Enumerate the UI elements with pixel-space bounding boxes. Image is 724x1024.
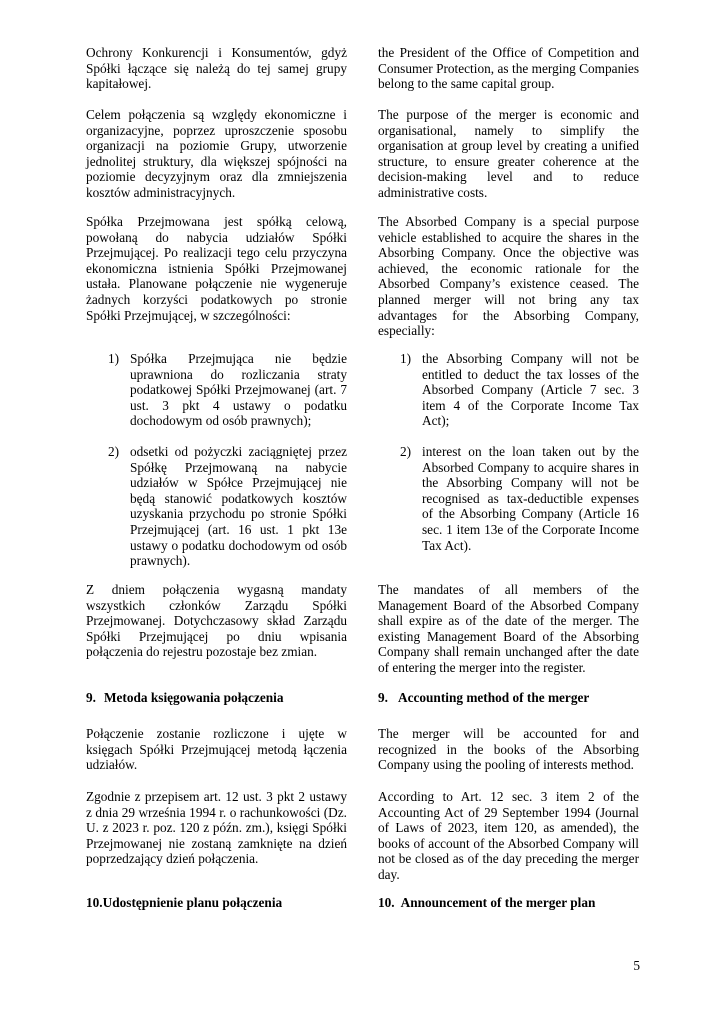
english-column — [378, 726, 639, 773]
section-title: Accounting method of the merger — [397, 690, 590, 705]
section-number: 10. — [86, 895, 103, 910]
english-column — [378, 214, 639, 339]
section-number: 10. — [378, 895, 395, 910]
paragraph-row — [86, 789, 639, 883]
polish-column — [86, 582, 347, 676]
list-item — [400, 351, 639, 429]
polish-paragraph: Ochrony Konkurencji i Konsumentów, gdyż Spółki łączące się należą do tej samej grupy kapitałowej. — [86, 45, 347, 92]
section-title: Udostępnienie planu połączenia — [102, 895, 283, 910]
list-item — [108, 444, 347, 569]
paragraph-row — [86, 107, 639, 201]
paragraph-row — [86, 582, 639, 676]
list-item-row — [86, 351, 639, 429]
english-list-text: interest on the loan taken out by the Absorbed Company to acquire shares in the Absorbing Company will not be recognised as tax-deductible expenses of the Absorbing Company (Article 16 sec. 1 item 13e of the Corporate Income Tax Act). — [422, 444, 639, 553]
english-column — [378, 582, 639, 676]
list-item-row — [86, 444, 639, 569]
polish-paragraph: Spółka Przejmowana jest spółką celową, powołaną do nabycia udziałów Spółki Przejmującej. Po realizacji tego celu przyczyna ekonomiczna istnienia Spółki Przejmowanej ustała. Planowane połączenie nie wygeneruje żadnych korzyści podatkowych po stronie Spółki Przejmującej, w szczególności: — [86, 214, 347, 323]
english-column — [378, 690, 639, 706]
polish-column — [86, 107, 347, 201]
english-paragraph: The Absorbed Company is a special purpose vehicle established to acquire the shares in the Absorbing Company. Once the objective was achieved, the economic rationale for the Absorbed Company’s existence ceased. The planned merger will not bring any tax advantages for the Absorbing Company, especially: — [378, 214, 639, 339]
list-number: 1) — [400, 351, 412, 366]
list-number: 2) — [108, 444, 120, 459]
polish-column — [86, 789, 347, 883]
english-paragraph: The merger will be accounted for and recognized in the books of the Absorbing Company using the pooling of interests method. — [378, 726, 639, 773]
english-column — [378, 107, 639, 201]
polish-paragraph: Celem połączenia są względy ekonomiczne i organizacyjne, poprzez uproszczenie sposobu organizacji na poziomie Grupy, utworzenie jednolitej struktury, dla większej spójności na poziomie decyzyjnym oraz dla zmniejszenia kosztów administracyjnych. — [86, 107, 347, 200]
english-column — [378, 444, 639, 569]
english-column — [378, 895, 639, 911]
section-title: Metoda księgowania połączenia — [103, 690, 284, 705]
polish-list-text: odsetki od pożyczki zaciągniętej przez Spółkę Przejmowaną na nabycie udziałów w Spółce Przejmującej nie będą stanowić podatkowych kosztów uzyskania przychodu po stronie Spółki Przejmującej (art. 16 ust. 1 pkt 13e ustawy o podatku dochodowym od osób prawnych). — [130, 444, 347, 569]
paragraph-row — [86, 214, 639, 339]
section-heading — [378, 895, 639, 911]
english-column — [378, 351, 639, 429]
english-column — [378, 789, 639, 883]
polish-list-text: Spółka Przejmująca nie będzie uprawniona do rozliczania straty podatkowej Spółki Przejmowanej (art. 7 ust. 3 pkt 4 ustawy o podatku dochodowym od osób prawnych); — [130, 351, 347, 429]
section-number: 9. — [86, 690, 96, 705]
paragraph-row — [86, 726, 639, 773]
english-paragraph: the President of the Office of Competition and Consumer Protection, as the merging Companies belong to the same capital group. — [378, 45, 639, 92]
polish-column — [86, 444, 347, 569]
section-heading-row — [86, 895, 639, 911]
section-heading — [378, 690, 639, 706]
english-list-text: the Absorbing Company will not be entitled to deduct the tax losses of the Absorbed Company (Article 7 sec. 3 item 4 of the Corporate Income Tax Act); — [422, 351, 639, 429]
polish-column — [86, 45, 347, 92]
list-number: 1) — [108, 351, 120, 366]
paragraph-row — [86, 45, 639, 92]
polish-column — [86, 690, 347, 706]
english-paragraph: The mandates of all members of the Management Board of the Absorbed Company shall expire as of the date of the merger. The existing Management Board of the Absorbing Company shall remain unchanged after the date of entering the merger into the register. — [378, 582, 639, 675]
section-title: Announcement of the merger plan — [400, 895, 596, 910]
english-paragraph: The purpose of the merger is economic and organisational, namely to simplify the organisation at group level by creating a unified structure, to ensure greater coherence at the decision-making level and to reduce administrative costs. — [378, 107, 639, 200]
section-heading — [86, 895, 347, 911]
polish-column — [86, 351, 347, 429]
polish-paragraph: Z dniem połączenia wygasną mandaty wszystkich członków Zarządu Spółki Przejmowanej. Dotychczasowy skład Zarządu Spółki Przejmującej po dniu wpisania połączenia do rejestru pozostaje bez zmian. — [86, 582, 347, 660]
section-heading-row — [86, 690, 639, 706]
english-paragraph: According to Art. 12 sec. 3 item 2 of the Accounting Act of 29 September 1994 (Journal of Laws of 2023, item 120, as amended), the books of account of the Absorbed Company will not be closed as of the day preceding the merger day. — [378, 789, 639, 882]
list-item — [108, 351, 347, 429]
list-number: 2) — [400, 444, 412, 459]
page-number: 5 — [633, 958, 640, 973]
section-heading — [86, 690, 347, 706]
polish-column — [86, 895, 347, 911]
polish-column — [86, 214, 347, 339]
list-item — [400, 444, 639, 553]
english-column — [378, 45, 639, 92]
polish-paragraph: Zgodnie z przepisem art. 12 ust. 3 pkt 2 ustawy z dnia 29 września 1994 r. o rachunkowości (Dz. U. z 2023 r. poz. 120 z późn. zm.), księgi Spółki Przejmowanej nie zostaną zamknięte na dzień poprzedzający dzień połączenia. — [86, 789, 347, 867]
polish-paragraph: Połączenie zostanie rozliczone i ujęte w księgach Spółki Przejmującej metodą łączenia udziałów. — [86, 726, 347, 773]
section-number: 9. — [378, 690, 388, 705]
polish-column — [86, 726, 347, 773]
